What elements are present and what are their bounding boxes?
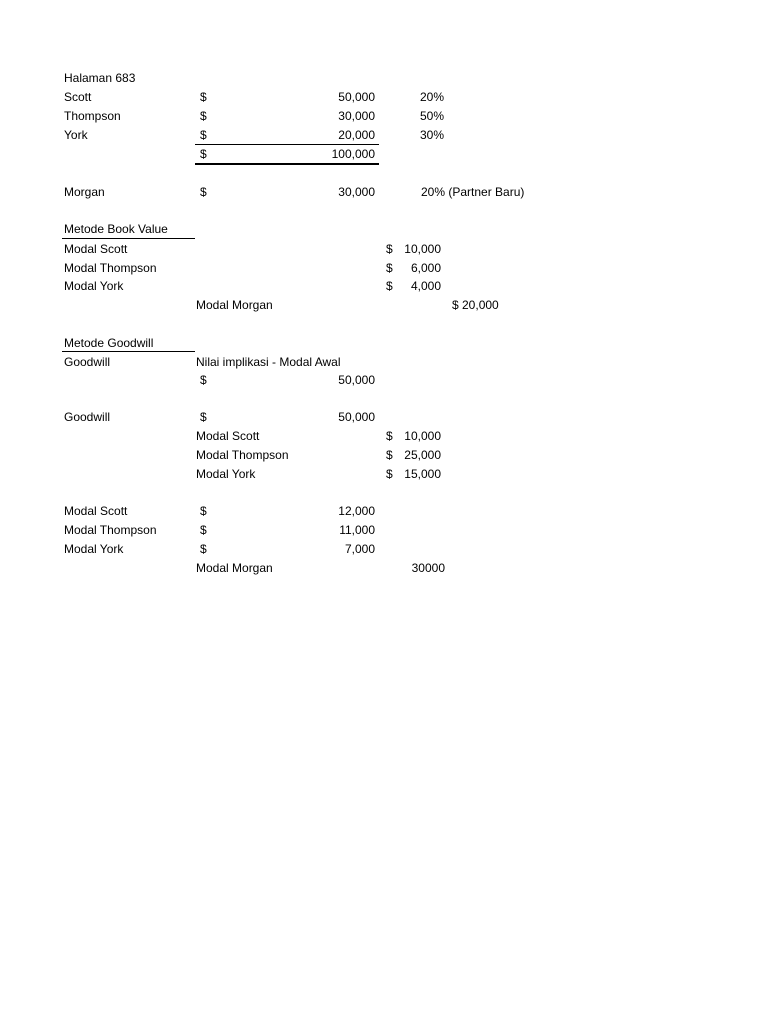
book-value-label: Modal Scott [64, 242, 128, 256]
partner-currency: $ [200, 109, 207, 123]
final-capital-amount: 7,000 [344, 542, 375, 556]
final-capital-currency: $ [200, 523, 207, 537]
final-capital-amount: 12,000 [338, 504, 375, 518]
goodwill-alloc-amount: 10,000 [404, 429, 441, 443]
final-capital-currency: $ [200, 504, 207, 518]
book-value-morgan-label: Modal Morgan [196, 298, 273, 312]
partner-amount: 30,000 [338, 109, 375, 123]
partner-name: York [64, 128, 88, 142]
goodwill-alloc-label: Modal York [196, 467, 256, 481]
morgan-pct: 20% (Partner Baru) [421, 185, 525, 199]
book-value-currency: $ [386, 242, 393, 256]
book-value-label: Modal York [64, 279, 124, 293]
book-value-currency: $ [386, 279, 393, 293]
goodwill-alloc-currency: $ [386, 429, 393, 443]
book-value-morgan-value: $ 20,000 [452, 298, 499, 312]
goodwill-alloc-currency: $ [386, 448, 393, 462]
final-capital-amount: 11,000 [339, 523, 375, 537]
partner-amount: 50,000 [338, 90, 375, 104]
goodwill-heading-underline [62, 351, 195, 352]
total-bottom-border [195, 163, 379, 165]
book-value-label: Modal Thompson [64, 261, 157, 275]
book-value-currency: $ [386, 261, 393, 275]
morgan-name: Morgan [64, 185, 105, 199]
partner-name: Scott [64, 90, 92, 104]
final-capital-currency: $ [200, 542, 207, 556]
partner-currency: $ [200, 128, 207, 142]
goodwill-label: Goodwill [64, 355, 111, 369]
book-value-amount: 6,000 [410, 261, 441, 275]
goodwill-alloc-label: Modal Scott [196, 429, 260, 443]
goodwill-currency-2: $ [200, 410, 207, 424]
goodwill-amount-2: 50,000 [338, 410, 375, 424]
morgan-amount: 30,000 [338, 185, 375, 199]
goodwill-heading: Metode Goodwill [64, 336, 154, 350]
partner-pct: 20% [419, 90, 444, 104]
partner-amount: 20,000 [338, 128, 375, 142]
final-capital-label: Modal Thompson [64, 523, 157, 537]
page-title: Halaman 683 [64, 71, 136, 85]
goodwill-morgan-label: Modal Morgan [196, 561, 273, 575]
goodwill-label-2: Goodwill [64, 410, 111, 424]
total-currency: $ [200, 147, 207, 161]
goodwill-alloc-label: Modal Thompson [196, 448, 289, 462]
book-value-amount: 10,000 [404, 242, 441, 256]
partner-currency: $ [200, 90, 207, 104]
goodwill-alloc-amount: 25,000 [404, 448, 441, 462]
partner-name: Thompson [64, 109, 121, 123]
final-capital-label: Modal York [64, 542, 124, 556]
total-amount: 100,000 [331, 147, 375, 161]
goodwill-alloc-amount: 15,000 [404, 467, 441, 481]
final-capital-label: Modal Scott [64, 504, 128, 518]
goodwill-morgan-value: 30000 [411, 561, 445, 575]
partner-pct: 50% [419, 109, 444, 123]
book-value-heading: Metode Book Value [64, 222, 168, 236]
goodwill-alloc-currency: $ [386, 467, 393, 481]
goodwill-formula-currency: $ [200, 373, 207, 387]
goodwill-formula: Nilai implikasi - Modal Awal [196, 355, 341, 369]
morgan-currency: $ [200, 185, 207, 199]
goodwill-formula-amount: 50,000 [338, 373, 375, 387]
book-value-heading-underline [62, 238, 195, 239]
book-value-amount: 4,000 [410, 279, 441, 293]
partner-pct: 30% [419, 128, 444, 142]
